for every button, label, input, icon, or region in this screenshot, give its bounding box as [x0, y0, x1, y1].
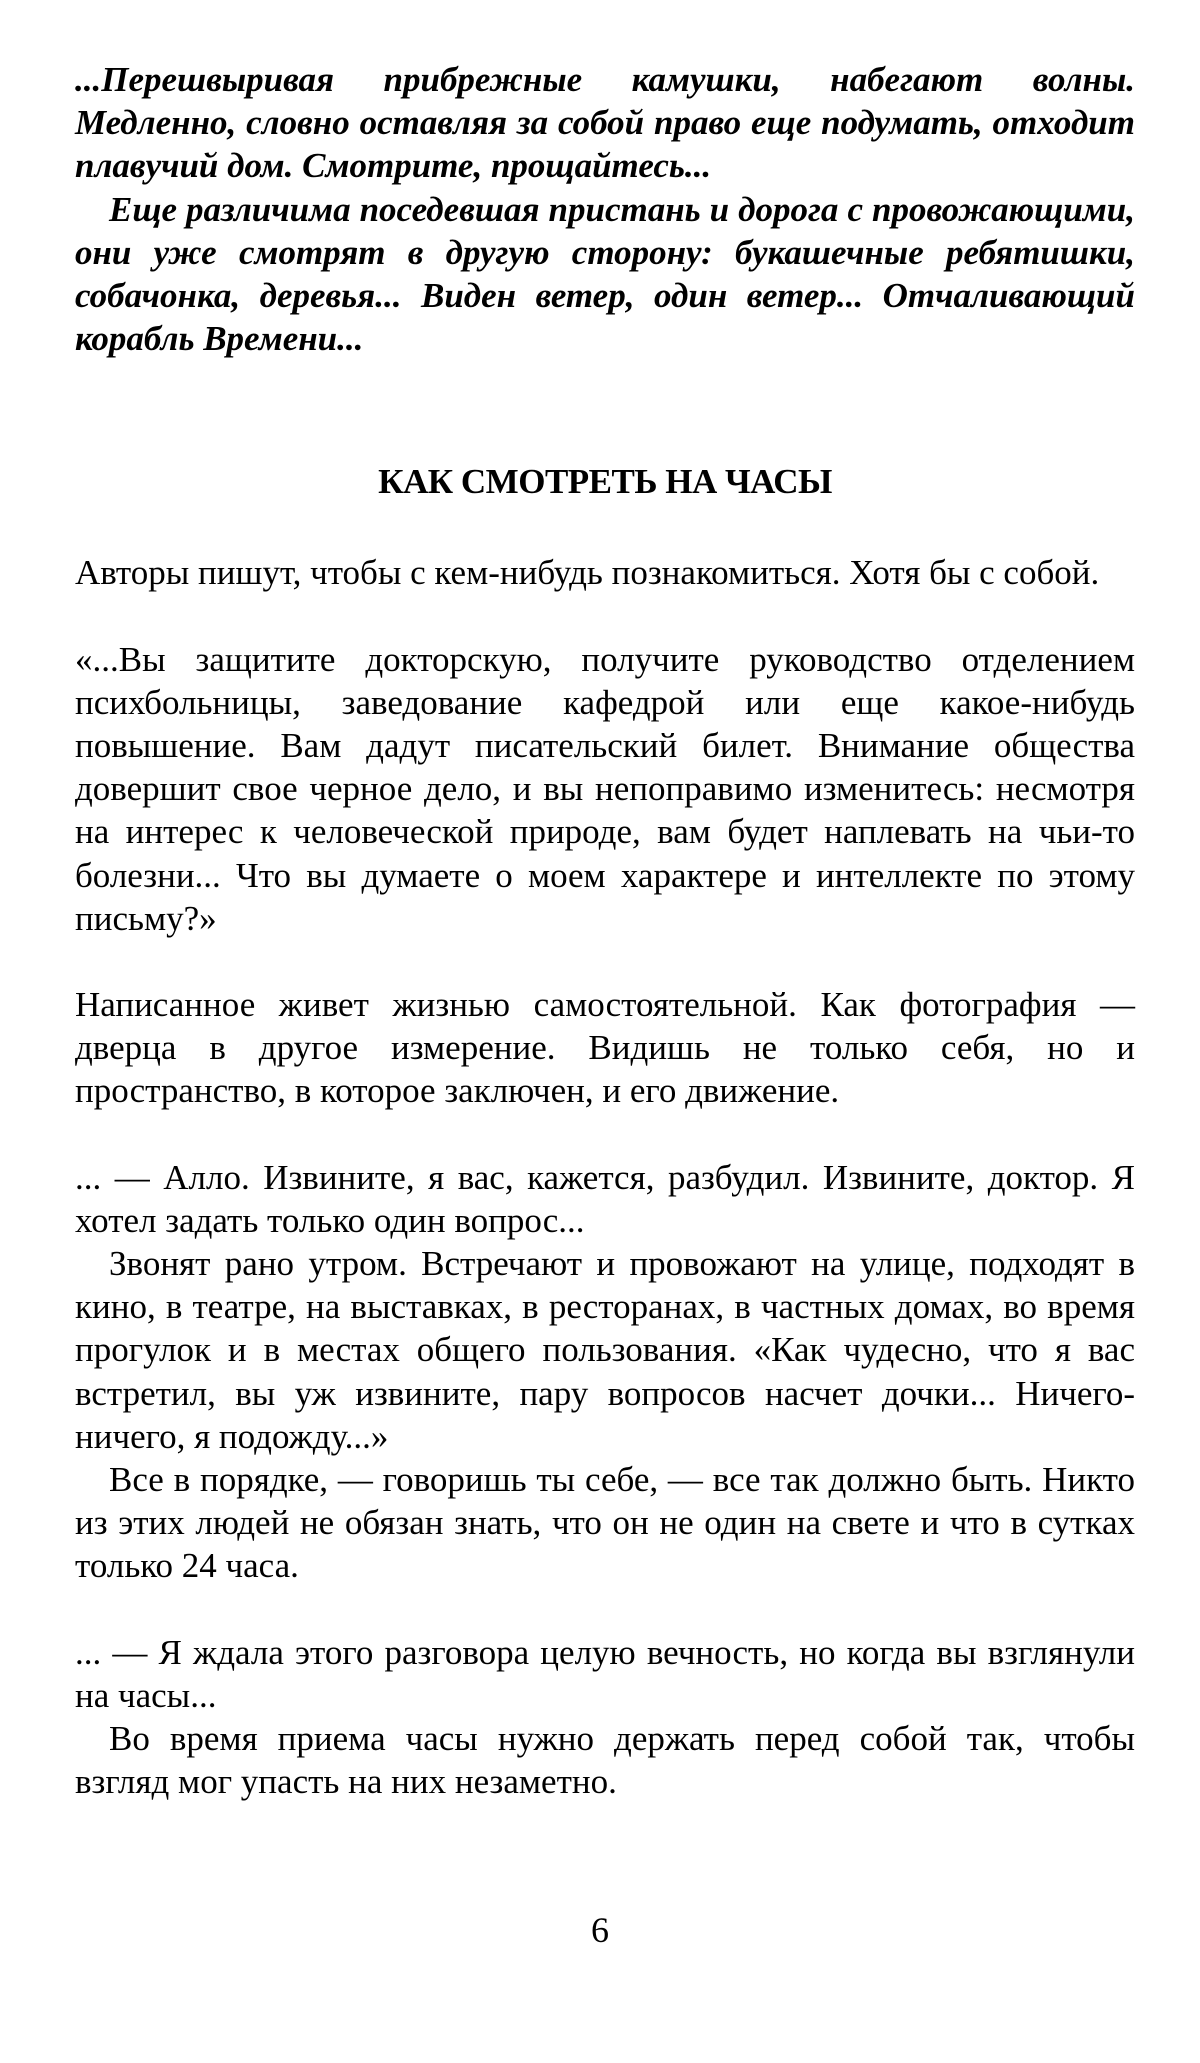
page-number: 6 — [591, 1910, 609, 1950]
body-paragraph: Все в порядке, — говоришь ты себе, — все так должно быть. Никто из этих людей не обязан знать, что он не один на свете и что в сутках только 24 часа. — [75, 1460, 1135, 1586]
body-paragraph: Во время приема часы нужно держать перед собой так, чтобы взгляд мог упасть на них незаметно. — [75, 1719, 1135, 1802]
section-title: КАК СМОТРЕТЬ НА ЧАСЫ — [378, 462, 832, 502]
page-content — [75, 58, 1135, 1804]
intro-passage — [75, 58, 1135, 360]
section-body — [75, 551, 1135, 1803]
quoted-letter-paragraph: «...Вы защитите докторскую, получите руководство отделением психбольницы, заведование кафедрой или еще какое-нибудь повышение. Вам дадут писательский билет. Внимание общества довершит свое черное дело, и вы непоправимо изменитесь: несмотря на интерес к человеческой природе, вам будет наплевать на чьи-то болезни... Что вы думаете о моем характере и интеллекте по этому письму?» — [75, 639, 1135, 938]
body-paragraph: Авторы пишут, чтобы с кем-нибудь познакомиться. Хотя бы с собой. — [75, 553, 1100, 593]
intro-paragraph: Еще различима поседевшая пристань и дорога с провожающими, они уже смотрят в другую сторону: букашечные ребятишки, собачонка, деревья... Виден ветер, один ветер... Отчаливающий корабль Времени... — [75, 189, 1135, 359]
intro-paragraph: ...Перешвыривая прибрежные камушки, набегают волны. Медленно, словно оставляя за собой право еще подумать, отходит плавучий дом. Смотрите, прощайтесь... — [75, 60, 1135, 186]
body-paragraph: Звонят рано утром. Встречают и провожают на улице, подходят в кино, в театре, на выставках, в ресторанах, в частных домах, во время прогулок и в местах общего пользования. «Как чудесно, что я вас встретил, вы уж извините, пару вопросов насчет дочки... Ничего-ничего, я подожду...» — [75, 1244, 1135, 1456]
dialogue-paragraph: ... — Я ждала этого разговора целую вечность, но когда вы взглянули на часы... — [75, 1632, 1135, 1715]
dialogue-paragraph: ... — Алло. Извините, я вас, кажется, разбудил. Извините, доктор. Я хотел задать только один вопрос... — [75, 1157, 1135, 1240]
body-paragraph: Написанное живет жизнью самостоятельной. Как фотография — дверца в другое измерение. Видишь не только себя, но и пространство, в которое заключен, и его движение. — [75, 985, 1135, 1111]
